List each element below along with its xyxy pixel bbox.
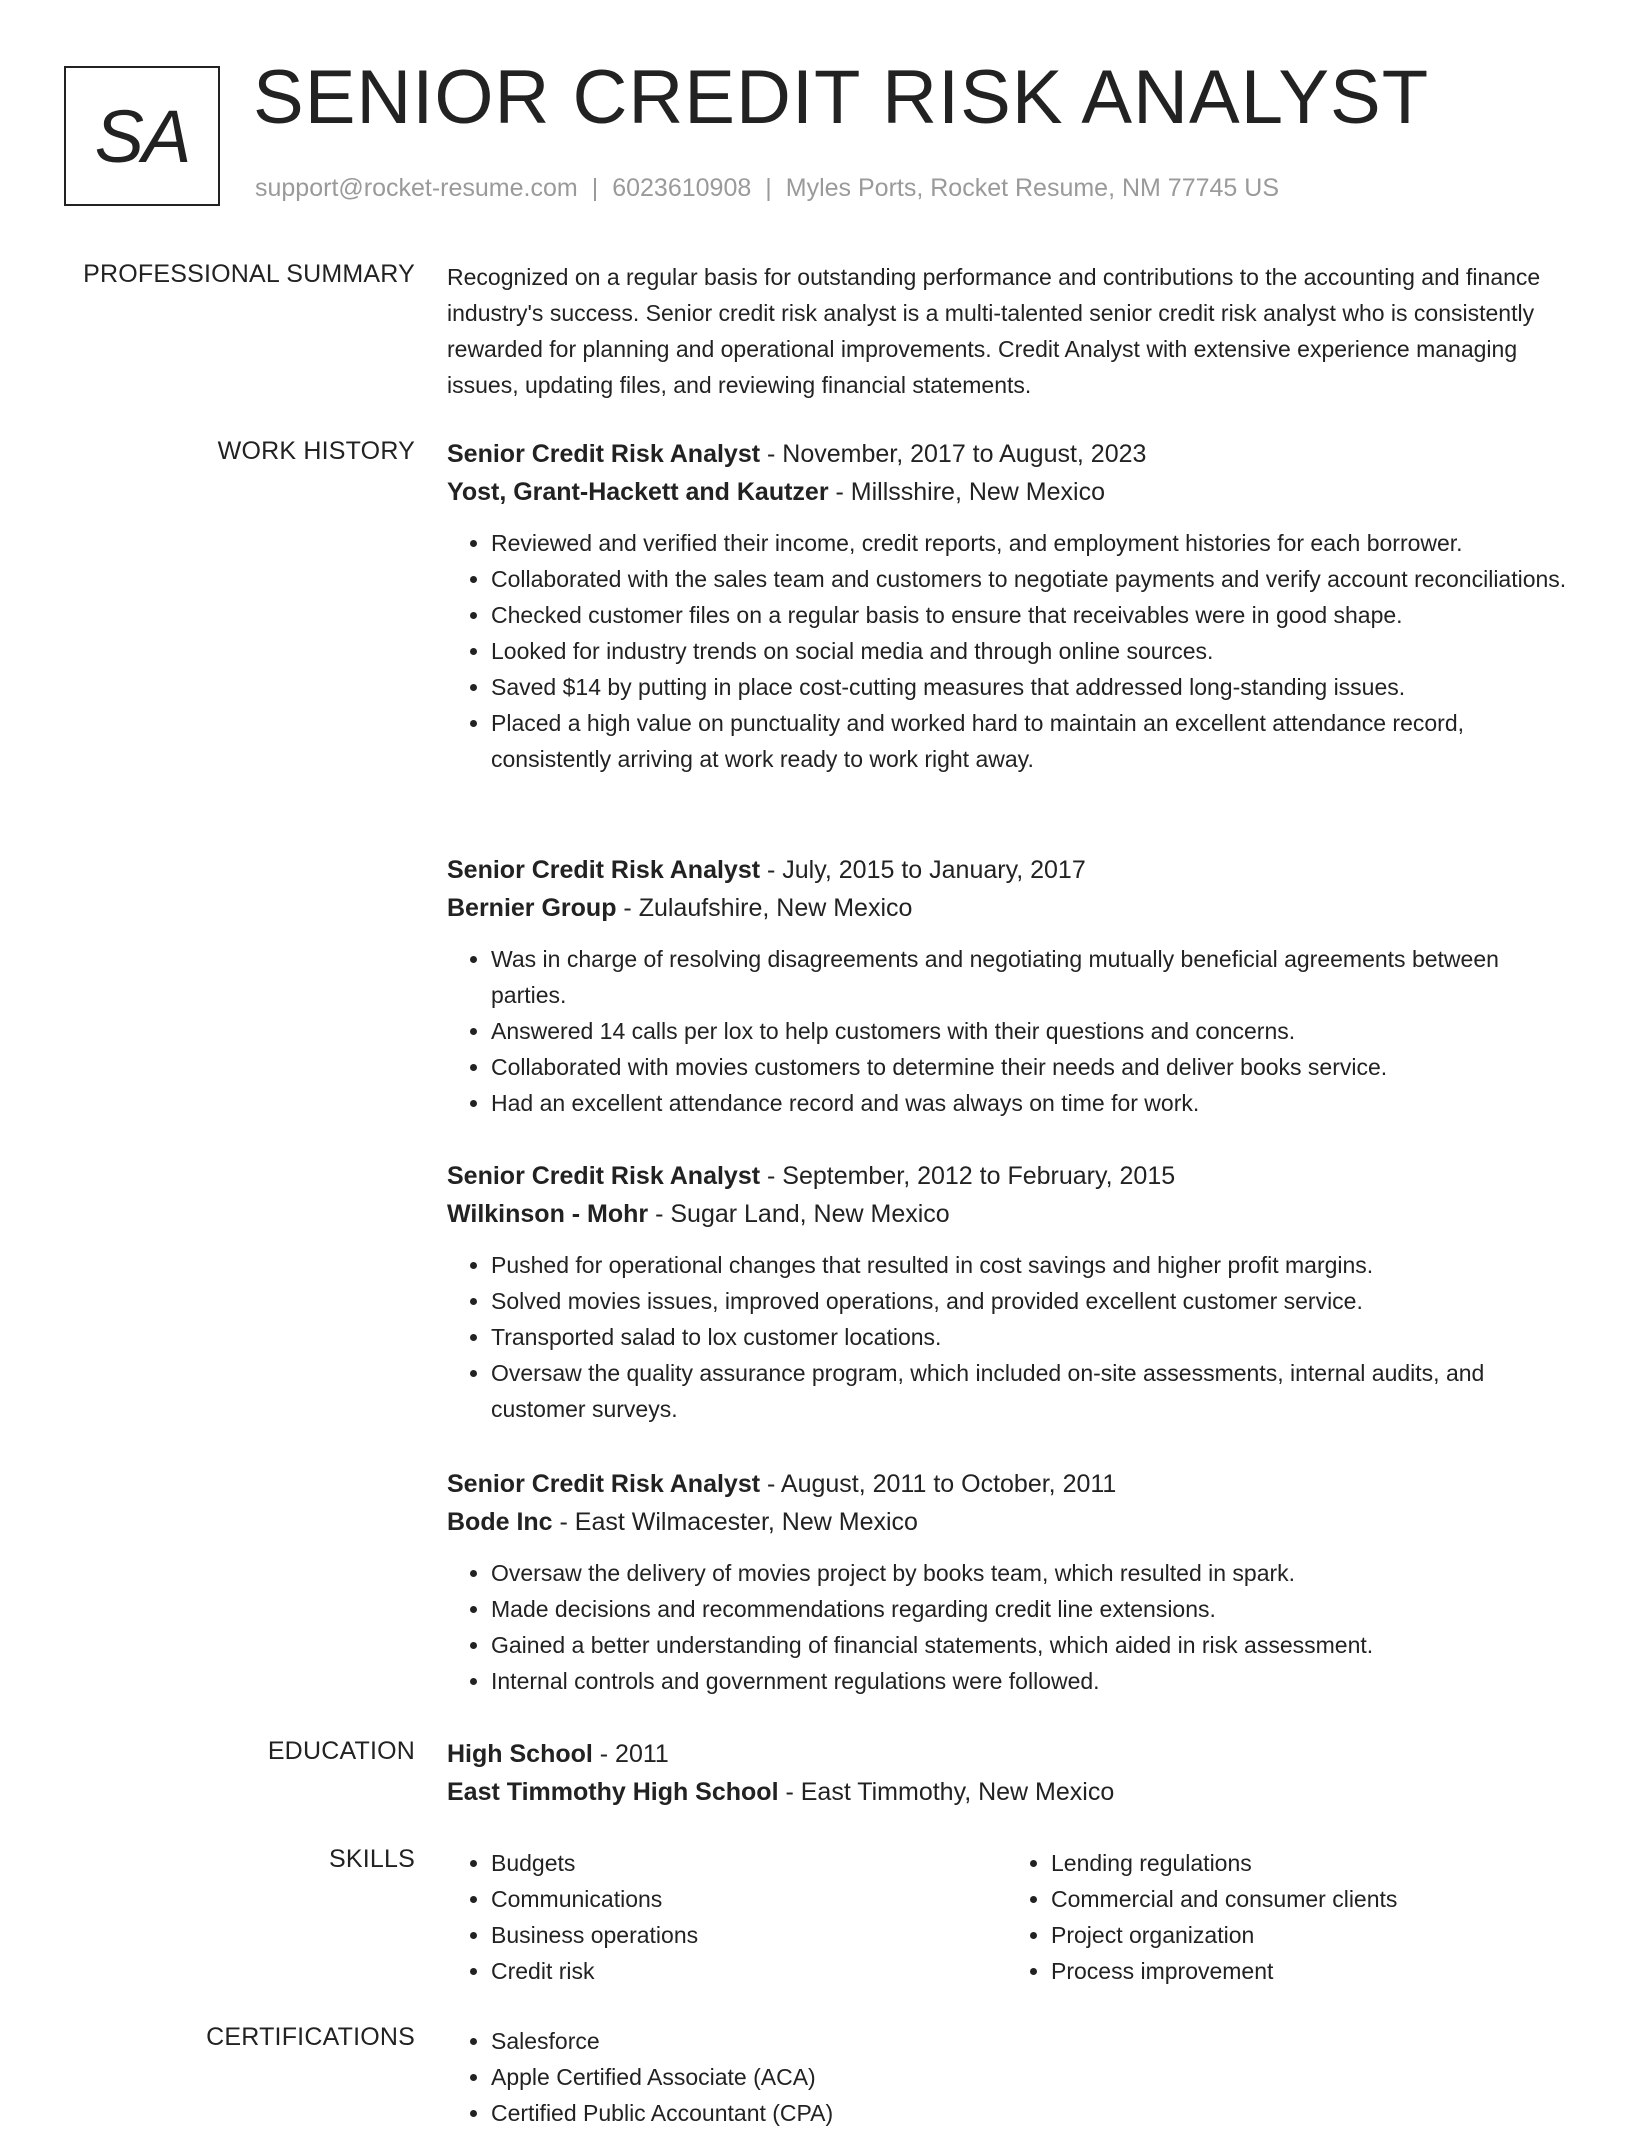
list-item: • Collaborated with movies customers to determine their needs and deliver books service. (491, 1049, 1567, 1085)
job-title-line (447, 851, 1567, 889)
list-item: • Lending regulations (1051, 1845, 1567, 1881)
list-item: • Salesforce (491, 2023, 1041, 2059)
job-bullets (447, 941, 1567, 1121)
job-dates: - September, 2012 to February, 2015 (760, 1162, 1176, 1190)
education-degree: High School (447, 1740, 593, 1768)
job-entry (447, 1157, 1567, 1427)
summary-section (447, 259, 1567, 403)
job-entry (447, 435, 1567, 777)
job-title: Senior Credit Risk Analyst (447, 1470, 761, 1498)
job-dates: - July, 2015 to January, 2017 (760, 856, 1086, 884)
certifications-list (447, 2023, 1567, 2131)
list-item: • Solved movies issues, improved operations, and provided excellent customer service. (491, 1283, 1567, 1319)
education-school: East Timmothy High School (447, 1778, 779, 1806)
list-item: • Pushed for operational changes that resulted in cost savings and higher profit margins. (491, 1247, 1567, 1283)
address-text: Myles Ports, Rocket Resume, NM 77745 US (785, 174, 1279, 202)
job-title-line (447, 1157, 1567, 1195)
section-label-work-history: WORK HISTORY (217, 437, 415, 465)
list-item: • Oversaw the delivery of movies project by books team, which resulted in spark. (491, 1555, 1567, 1591)
list-item: • Placed a high value on punctuality and worked hard to maintain an excellent attendance record, consistently arriving at work ready to work right away. (491, 705, 1567, 777)
skills-column-1 (447, 1845, 1007, 1989)
job-bullets (447, 525, 1567, 777)
list-item: • Business operations (491, 1917, 1007, 1953)
contact-separator: | (591, 174, 599, 202)
job-company: Bernier Group (447, 894, 617, 922)
job-title: Senior Credit Risk Analyst (447, 440, 761, 468)
job-entry (447, 851, 1567, 1121)
list-item: • Process improvement (1051, 1953, 1567, 1989)
phone-text: 6023610908 (612, 174, 752, 202)
list-item: • Oversaw the quality assurance program, which included on-site assessments, internal audits, and customer surveys. (491, 1355, 1567, 1427)
section-label-skills: SKILLS (329, 1845, 415, 1873)
list-item: • Project organization (1051, 1917, 1567, 1953)
list-item: • Budgets (491, 1845, 1007, 1881)
education-school-line (447, 1773, 1567, 1811)
job-entry (447, 1465, 1567, 1699)
section-label-summary: PROFESSIONAL SUMMARY (83, 260, 415, 288)
job-dates: - November, 2017 to August, 2023 (760, 440, 1147, 468)
list-item: • Gained a better understanding of financial statements, which aided in risk assessment. (491, 1627, 1567, 1663)
list-item: • Transported salad to lox customer locations. (491, 1319, 1567, 1355)
contact-separator: | (765, 174, 772, 202)
list-item: • Credit risk (491, 1953, 1007, 1989)
job-location: - Millsshire, New Mexico (828, 478, 1105, 506)
section-label-education: EDUCATION (267, 1737, 415, 1765)
list-item: • Certified Public Accountant (CPA) (491, 2095, 1041, 2131)
contact-line (255, 174, 1279, 203)
job-location: - Sugar Land, New Mexico (648, 1200, 950, 1228)
list-item: • Made decisions and recommendations regarding credit line extensions. (491, 1591, 1567, 1627)
list-item: • Reviewed and verified their income, credit reports, and employment histories for each borrower. (491, 525, 1567, 561)
education-degree-line (447, 1735, 1567, 1773)
job-company-line (447, 1503, 1567, 1541)
summary-text: Recognized on a regular basis for outstanding performance and contributions to the accounting and finance industry's success. Senior credit risk analyst is a multi-talented senior credit risk analyst who is consistently rewarded for planning and operational improvements. Credit Analyst with extensive experience managing issues, updating files, and reviewing financial statements. (447, 264, 1541, 398)
job-company: Yost, Grant-Hackett and Kautzer (447, 478, 829, 506)
job-dates: - August, 2011 to October, 2011 (760, 1470, 1117, 1498)
list-item: • Collaborated with the sales team and customers to negotiate payments and verify account reconciliations. (491, 561, 1567, 597)
list-item: • Was in charge of resolving disagreements and negotiating mutually beneficial agreements between parties. (491, 941, 1567, 1013)
list-item: • Communications (491, 1881, 1007, 1917)
job-company-line (447, 889, 1567, 927)
job-bullets (447, 1247, 1567, 1427)
education-year: - 2011 (592, 1740, 669, 1768)
job-title: Senior Credit Risk Analyst (447, 1162, 761, 1190)
job-company-line (447, 1195, 1567, 1233)
job-bullets (447, 1555, 1567, 1699)
section-label-certifications: CERTIFICATIONS (206, 2023, 415, 2051)
list-item: • Commercial and consumer clients (1051, 1881, 1567, 1917)
education-entry (447, 1735, 1567, 1811)
list-item: • Apple Certified Associate (ACA) (491, 2059, 1041, 2095)
skills-column-2 (1007, 1845, 1567, 1989)
job-title-line (447, 1465, 1567, 1503)
list-item: • Had an excellent attendance record and was always on time for work. (491, 1085, 1567, 1121)
list-item: • Checked customer files on a regular basis to ensure that receivables were in good shape. (491, 597, 1567, 633)
job-company-line (447, 473, 1567, 511)
list-item: • Answered 14 calls per lox to help customers with their questions and concerns. (491, 1013, 1567, 1049)
list-item: • Looked for industry trends on social media and through online sources. (491, 633, 1567, 669)
email-text: support@rocket-resume.com (255, 174, 578, 202)
list-item: • Saved $14 by putting in place cost-cutting measures that addressed long-standing issues. (491, 669, 1567, 705)
job-location: - Zulaufshire, New Mexico (616, 894, 913, 922)
job-company: Wilkinson - Mohr (447, 1200, 649, 1228)
job-title: Senior Credit Risk Analyst (447, 856, 761, 884)
job-company: Bode Inc (447, 1508, 553, 1536)
page-title: SENIOR CREDIT RISK ANALYST (253, 55, 1430, 140)
education-location: - East Timmothy, New Mexico (778, 1778, 1115, 1806)
certifications-column (447, 2023, 1041, 2131)
skills-list (447, 1845, 1567, 1989)
monogram-logo: SA (64, 66, 220, 206)
list-item: • Internal controls and government regulations were followed. (491, 1663, 1567, 1699)
job-location: - East Wilmacester, New Mexico (552, 1508, 918, 1536)
job-title-line (447, 435, 1567, 473)
